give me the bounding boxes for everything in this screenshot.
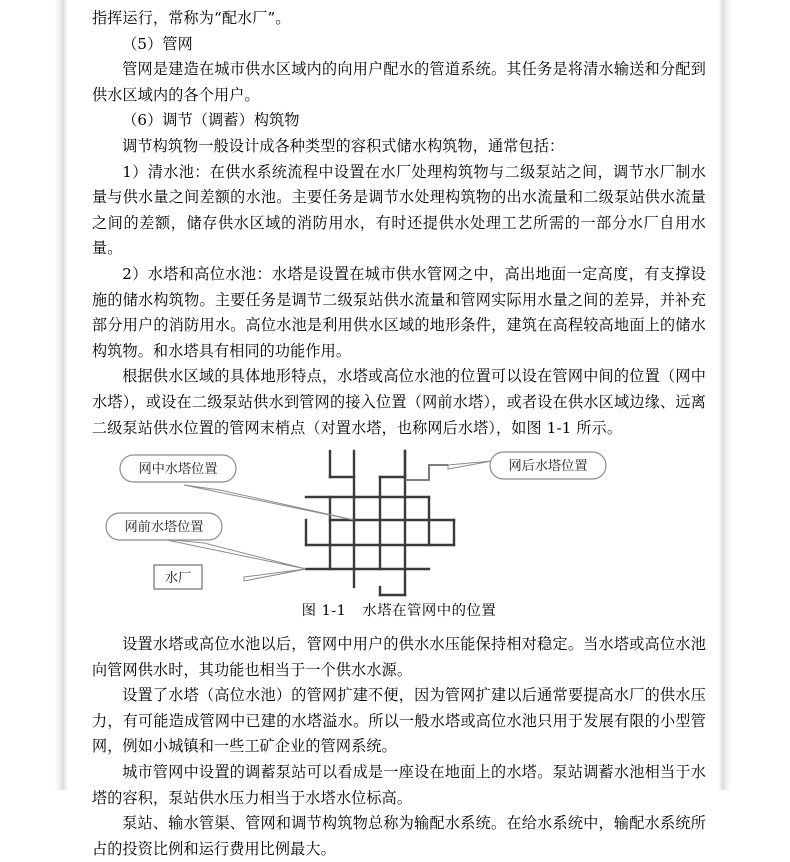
figure-caption — [92, 599, 706, 620]
callout-net-rear-tower-label: 网后水塔位置 — [508, 459, 588, 475]
paragraph-2: 管网是建造在城市供水区域内的向用户配水的管道系统。其任务是将清水输送和分配到供水区域内的各个用户。 — [92, 60, 706, 104]
callout-net-rear-tower[interactable] — [490, 452, 606, 479]
paragraph-10: 城市管网中设置的调蓄泵站可以看成是一座设在地面上的水塔。泵站调蓄水池相当于水塔的容积，泵站供水压力相当于水塔水位标高。 — [92, 763, 706, 807]
callout-net-front-tower[interactable] — [106, 513, 222, 540]
paragraph-1: （5）管网 — [122, 34, 193, 53]
paragraph-3: （6）调节（调蓄）构筑物 — [122, 111, 300, 130]
figure-water-tower-positions — [92, 447, 706, 632]
figure-caption-title: 水塔在管网中的位置 — [362, 603, 497, 620]
leader-net-rear-elbow — [405, 465, 448, 480]
leader-net-rear — [448, 461, 492, 469]
callout-water-plant[interactable] — [154, 565, 202, 589]
paragraph-0: 指挥运行，常称为“配水厂”。 — [92, 9, 291, 27]
pipe-network-grid — [306, 451, 454, 595]
callout-net-front-tower-label: 网前水塔位置 — [124, 520, 204, 536]
page-left-edge-shadow — [54, 0, 68, 790]
callout-water-plant-label: 水厂 — [164, 571, 192, 587]
leader-water-plant — [244, 569, 306, 581]
paragraph-9: 设置了水塔（高位水池）的管网扩建不便，因为管网扩建以后通常要提高水厂的供水压力，有可能造成管网中已建的水塔溢水。所以一般水塔或高位水池只用于发展有限的小型管网，例如小城镇和一些工矿企业的管网系统。 — [92, 686, 706, 756]
paragraph-5: 1）清水池：在供水系统流程中设置在水厂处理构筑物与二级泵站之间，调节水厂制水量与供水量之间差额的水池。主要任务是调节水处理构筑物的出水流量和二级泵站供水流量之间的差额，储存供水区域的消防用水，有时还提供水处理工艺所需的一部分水厂自用水量。 — [92, 162, 706, 258]
paragraph-8: 设置水塔或高位水池以后，管网中用户的供水水压能保持相对稳定。当水塔或高位水池向管网供水时，其功能也相当于一个供水水源。 — [92, 635, 706, 679]
paragraph-11: 泵站、输水管渠、管网和调节构筑物总称为输配水系统。在给水系统中，输配水系统所占的投资比例和运行费用比例最大。 — [92, 814, 706, 858]
page-content — [92, 0, 706, 862]
callout-net-middle-tower[interactable] — [120, 455, 236, 482]
figure-svg — [92, 447, 706, 597]
page-right-edge-shadow — [718, 0, 732, 790]
paragraph-7: 根据供水区域的具体地形特点，水塔或高位水池的位置可以设在管网中间的位置（网中水塔），或设在二级泵站供水到管网的接入位置（网前水塔），或者设在供水区域边缘、远离二级泵站供水位置的管网末梢点（对置水塔，也称网后水塔），如图 1-1 所示。 — [92, 367, 706, 437]
paragraph-4: 调节构筑物一般设计成各种类型的容积式储水构筑物，通常包括： — [122, 136, 565, 155]
callout-net-middle-tower-label: 网中水塔位置 — [138, 462, 218, 478]
figure-caption-number: 图 1-1 — [301, 603, 347, 620]
paragraph-6: 2）水塔和高位水池：水塔是设置在城市供水管网之中，高出地面一定高度，有支撑设施的储水构筑物。主要任务是调节二级泵站供水流量和管网实际用水量之间的差异，并补充部分用户的消防用水。高位水池是利用供水区域的地形条件，建筑在高程较高地面上的储水构筑物。和水塔具有相同的功能作用。 — [92, 264, 706, 360]
